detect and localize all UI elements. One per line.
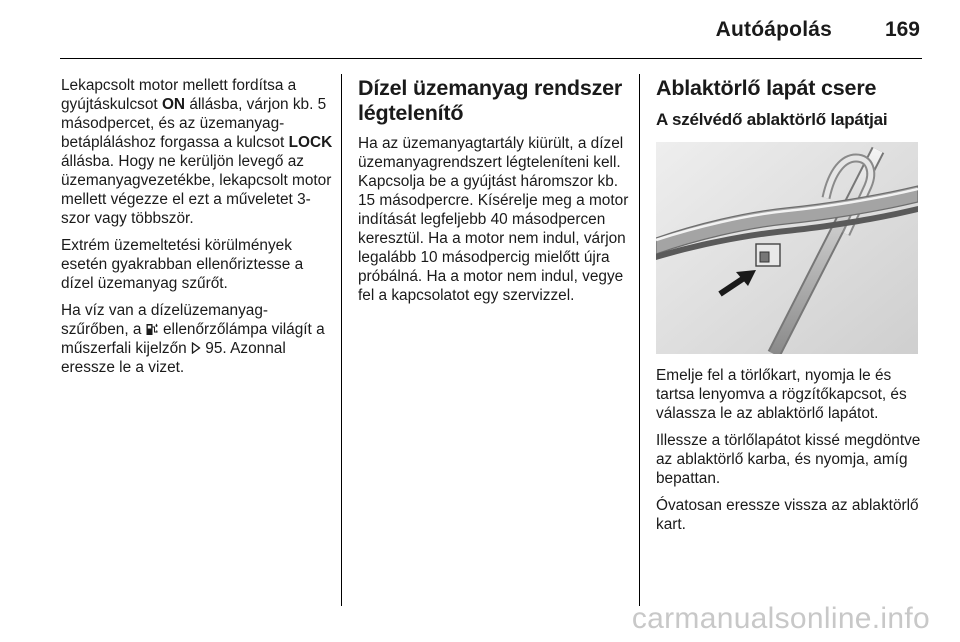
water-in-fuel-icon [146, 322, 159, 336]
watermark: carmanualsonline.info [631, 602, 930, 635]
column-divider-right [639, 74, 640, 606]
column-right [656, 76, 926, 542]
section-heading-fuel-bleed: Dízel üzemanyag rendszer légtelenítő [358, 76, 623, 125]
key-position-on: ON [161, 96, 186, 113]
page-reference-icon [191, 342, 201, 354]
column-left [61, 76, 333, 385]
subheading-windscreen-wiper: A szélvédő ablaktörlő lapátjai [656, 110, 888, 129]
page-number: 169 [884, 18, 920, 41]
paragraph-fit-blade: Illessze a törlőlapátot kissé megdöntve az ablaktörlő karba, és nyomja, amíg bepattan. [656, 432, 921, 487]
wiper-blade-illustration [656, 142, 918, 354]
key-position-lock: LOCK [288, 134, 333, 151]
paragraph-filter-check: Extrém üzemeltetési körülmények esetén gyakrabban ellenőriztesse a dízel üzemanyag szűrőt. [61, 237, 304, 292]
paragraph-lower-arm: Óvatosan eressze vissza az ablaktörlő kart. [656, 497, 919, 533]
column-middle [358, 76, 630, 313]
paragraph-water-in-filter: Ha víz van a dízelüzemanyag-szűrőben, a ellenőrzőlámpa világít a műszerfali kijelzőn 95. Azonnal eressze le a vizet. [61, 302, 325, 376]
paragraph-remove-blade: Emelje fel a törlőkart, nyomja le és tartsa lenyomva a rögzítőkapcsot, és válassza le az ablaktörlő lapátot. [656, 367, 907, 422]
section-title: Autóápolás [715, 18, 832, 41]
section-heading-wiper-blade: Ablaktörlő lapát csere [656, 76, 877, 100]
paragraph-ignition-priming: Lekapcsolt motor mellett fordítsa a gyújtáskulcsot ON állásba, várjon kb. 5 másodpercet, és az üzemanyag-betápláláshoz forgassa a kulcsot LOCK állásba. Hogy ne kerüljön levegő az üzemanyagvezetékbe, lekapcsolt motor mellett végezze el ezt a műveletet 3-szor vagy többször. [61, 77, 333, 227]
column-divider-left [341, 74, 342, 606]
page-reference-number[interactable]: 95 [205, 340, 223, 357]
header-divider [60, 58, 922, 59]
paragraph-fuel-bleed: Ha az üzemanyagtartály kiürült, a dízel üzemanyagrendszert légteleníteni kell. Kapcsolja be a gyújtást háromszor kb. 15 másodpercre. Kísérelje meg a motor indítását legfeljebb 40 másodpercen keresztül. Ha a motor nem indul, várjon legalább 10 másodpercig mielőtt újra próbálná. Ha a motor nem indul, vegye fel a kapcsolatot egy szervizzel. [358, 135, 629, 304]
